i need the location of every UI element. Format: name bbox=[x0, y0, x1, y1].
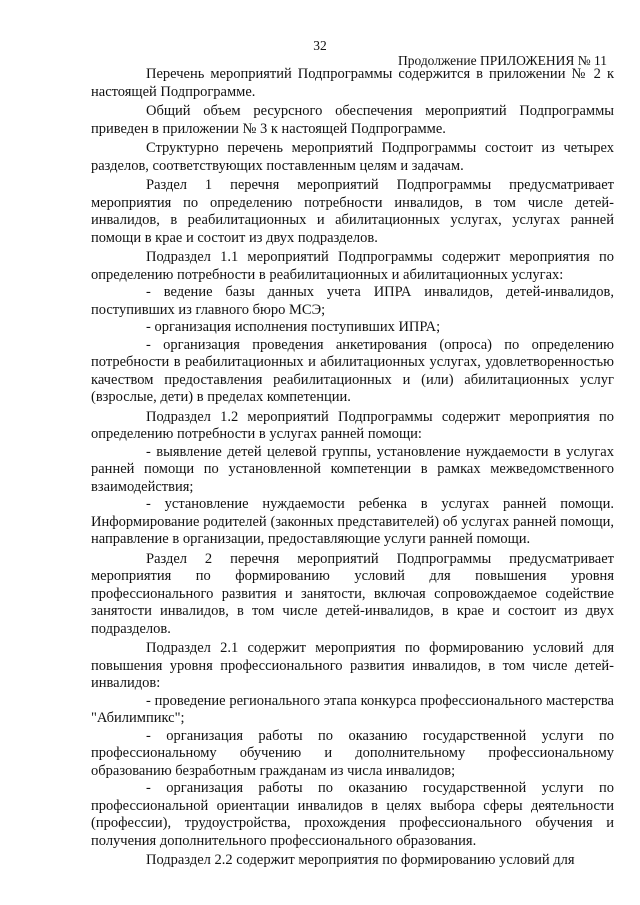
list-item: - установление нуждаемости ребенка в услугах ранней помощи. Информирование родителей (законных представителей) об услугах ранней помощи, направление в организации, предоставляющие услуги ранней помощи. bbox=[91, 496, 614, 547]
paragraph: Подраздел 2.1 содержит мероприятия по формированию условий для повышения уровня профессионального развития инвалидов, в том числе детей-инвалидов: bbox=[91, 640, 614, 691]
list-item: - выявление детей целевой группы, установление нуждаемости в услугах ранней помощи по установленной компетенции в рамках межведомственного взаимодействия; bbox=[91, 443, 614, 495]
list-item: - организация работы по оказанию государственной услуги по профессиональному обучению и дополнительному профессиональному образованию безработным гражданам из числа инвалидов; bbox=[91, 727, 614, 779]
document-body bbox=[91, 66, 614, 870]
paragraph: Подраздел 1.2 мероприятий Подпрограммы содержит мероприятия по определению потребности в услугах ранней помощи: bbox=[91, 408, 614, 442]
paragraph: Подраздел 1.1 мероприятий Подпрограммы содержит мероприятия по определению потребности в реабилитационных и абилитационных услугах: bbox=[91, 249, 614, 283]
page-number: 32 bbox=[313, 38, 327, 53]
list-item: - организация проведения анкетирования (опроса) по определению потребности в реабилитационных и абилитационных услугах, удовлетворенностью качеством предоставления реабилитационных и (или) абилитационных услуг (взрослые, дети) в пределах компетенции. bbox=[91, 336, 614, 405]
paragraph: Подраздел 2.2 содержит мероприятия по формированию условий для bbox=[146, 852, 575, 868]
list-item: - организация исполнения поступивших ИПРА; bbox=[146, 319, 441, 335]
paragraph: Структурно перечень мероприятий Подпрограммы состоит из четырех разделов, соответствующих поставленным целям и задачам. bbox=[91, 140, 614, 174]
paragraph: Общий объем ресурсного обеспечения мероприятий Подпрограммы приведен в приложении № 3 к настоящей Подпрограмме. bbox=[91, 103, 614, 137]
list-item: - организация работы по оказанию государственной услуги по профессиональной ориентации инвалидов в целях выбора сферы деятельности (профессии), трудоустройства, прохождения профессионального обучения и получения дополнительного профессионального образования. bbox=[91, 780, 614, 849]
paragraph: Раздел 1 перечня мероприятий Подпрограммы предусматривает мероприятия по определению потребности инвалидов, в том числе детей-инвалидов, в реабилитационных и абилитационных услугах, услугах ранней помощи в крае и состоит из двух подразделов. bbox=[91, 177, 614, 246]
paragraph: Раздел 2 перечня мероприятий Подпрограммы предусматривает мероприятия по формированию условий для повышения уровня профессионального развития и занятости, включая сопровождаемое содействие занятости инвалидов, в том числе детей-инвалидов, в крае и состоит из двух подразделов. bbox=[91, 550, 614, 637]
list-item: - ведение базы данных учета ИПРА инвалидов, детей-инвалидов, поступивших из главного бюро МСЭ; bbox=[91, 284, 614, 318]
list-item: - проведение регионального этапа конкурса профессионального мастерства "Абилимпикс"; bbox=[91, 692, 614, 726]
paragraph: Перечень мероприятий Подпрограммы содержится в приложении № 2 к настоящей Подпрограмме. bbox=[91, 66, 614, 100]
running-header: Продолжение ПРИЛОЖЕНИЯ № 11 bbox=[397, 53, 607, 68]
